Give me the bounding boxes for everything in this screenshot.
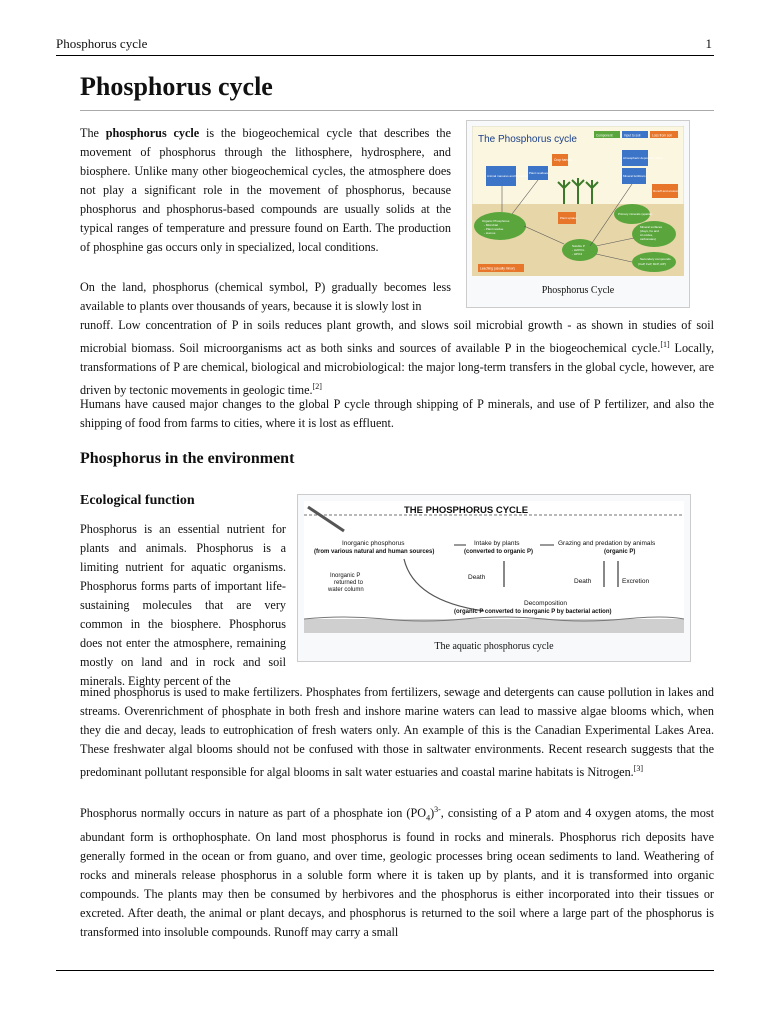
para-ecological-part2: [80, 683, 714, 782]
figure-caption-1: Phosphorus Cycle: [541, 285, 615, 296]
footer-rule: [56, 970, 714, 971]
label-excretion: Excretion: [622, 578, 650, 585]
aquatic-diagram-title: THE PHOSPHORUS CYCLE: [404, 505, 529, 516]
section-heading-environment: Phosphorus in the environment: [80, 450, 295, 467]
label-returned-2: water column: [328, 587, 364, 593]
legend-input: Input to soil: [624, 133, 641, 138]
para-phosphate-text-a: Phosphorus normally occurs in nature as part of a phosphate ion (PO: [80, 806, 427, 821]
label-animal-manures: Animal manures and biosolids: [487, 174, 528, 178]
label-atmospheric: Atmospheric deposition (dust): [623, 156, 663, 160]
phosphate-subscript: 4: [426, 813, 431, 823]
para-phosphate-text-b: , consisting of a P atom and 4 oxygen atoms, the most abundant form is orthophosphate. On land most phosphorus is found in rocks and minerals. Phosphorus rich deposits have generally formed in the ocean or from guano, and over time, geologic processes bring ocean sediments to land. Weathering of rocks and minerals release phosphorus in a soluble form where it is taken up by plants, and it is transformed into organic compounds. The plants may then be consumed by herbivores and the phosphorus is either incorporated into their tissues or excreted. After death, the animal or plant decays, and phosphorus is returned to the soil where a large part of the phosphorus is transformed into insoluble compounds. Runoff may carry a small: [80, 806, 714, 939]
label-secondary-1: (CaP, FeP, MnP, AlP): [638, 262, 666, 266]
label-intake-sub: (converted to organic P): [464, 549, 534, 555]
label-grazing: Grazing and predation by animals: [558, 540, 656, 547]
page-number: 1: [705, 36, 712, 51]
label-inorganic: Inorganic phosphorus: [342, 540, 405, 547]
label-mineral-surfaces-1: (clays, Fe and: [640, 229, 659, 233]
label-mineral-surfaces-3: carbonates): [640, 237, 656, 241]
para-land-part1: On the land, phosphorus (chemical symbol, P) gradually becomes less available to plants over thousands of years, because it is slowly lost in: [80, 280, 451, 313]
label-mineral-surfaces-2: Al oxides,: [640, 233, 654, 237]
label-death-1: Death: [468, 574, 486, 581]
para-humans: Humans have caused major changes to the global P cycle through shipping of P minerals, and use of P fertilizer, and also the shipping of food from farms to cities, where it is lost as effluent.: [80, 397, 714, 430]
article-title: Phosphorus cycle: [80, 72, 273, 101]
header-rule: [56, 55, 714, 56]
label-death-2: Death: [574, 578, 592, 585]
label-inorganic-sub: (from various natural and human sources): [314, 549, 435, 555]
label-organic-p-2: - Plant residue: [484, 227, 504, 231]
legend-component: Component: [596, 133, 613, 138]
label-organic-p-0: Organic Phosphorus: [482, 219, 510, 223]
label-plant-residues: Plant residues: [529, 171, 549, 175]
subsection-heading-ecological: Ecological function: [80, 493, 195, 508]
ref-2[interactable]: [2]: [312, 382, 322, 392]
label-intake: Intake by plants: [474, 540, 520, 547]
figure-phosphorus-cycle[interactable]: [466, 120, 690, 308]
label-mineral-fert: Mineral fertilizers: [623, 174, 646, 178]
label-decomposition-sub: (organic P converted to inorganic P by bacterial action): [454, 609, 612, 615]
label-crop-harvest: Crop harvest: [554, 158, 573, 162]
phosphate-superscript: 3-: [434, 805, 441, 814]
label-decomposition: Decomposition: [524, 600, 567, 607]
legend-loss: Loss from soil: [652, 133, 672, 138]
diagram-title: The Phosphorus cycle: [478, 134, 577, 145]
label-leaching: Leaching (usually minor): [480, 266, 515, 271]
label-soluble-p-1: - H2PO4-: [572, 248, 585, 252]
ref-1[interactable]: [1]: [660, 340, 670, 349]
para-ecological-part1: Phosphorus is an essential nutrient for plants and animals. Phosphorus is a limiting nutrient for aquatic organisms. Phosphorus forms parts of important life-sustaining molecules that are very common in the biosphere. Phosphorus does not enter the atmosphere, remaining mostly on land and in rock and soil minerals. Eighty percent of the: [80, 522, 286, 688]
label-mineral-surfaces-0: Mineral surfaces: [640, 225, 663, 229]
phosphorus-cycle-diagram: [472, 126, 684, 276]
label-organic-p-3: - Humus: [484, 231, 496, 235]
label-secondary-0: Secondary compounds: [640, 257, 671, 261]
label-soluble-p-2: - HPO4: [572, 252, 583, 256]
intro-lead-bold: phosphorus cycle: [105, 126, 200, 140]
ref-3[interactable]: [3]: [633, 764, 644, 773]
para-land-text-a: runoff. Low concentration of P in soils reduces plant growth, and slows soil microbial growth - as shown in studies of soil microbial biomass. Soil microorganisms act as both sinks and sources of available P in the biogeochemical cycle.: [80, 318, 714, 356]
figure-caption-2: The aquatic phosphorus cycle: [434, 641, 554, 652]
para-land-part2: [80, 316, 714, 400]
intro-paragraph: [80, 124, 451, 257]
label-grazing-sub: (organic P): [604, 549, 636, 555]
running-header-title: Phosphorus cycle: [56, 36, 148, 51]
intro-lead-rest: is the biogeochemical cycle that describes the movement of phosphorus through the lithosphere, hydrosphere, and biosphere. Unlike many other biogeochemical cycles, the atmosphere does not play a significant role in the movement of phosphorus, because phosphorus and phosphorus-based compounds are usually solids at the typical ranges of temperature and pressure found on Earth. The production of phosphine gas occurs only in specialized, local conditions.: [80, 126, 452, 254]
title-rule: [80, 110, 714, 111]
label-runoff: Runoff and erosion: [653, 189, 679, 193]
label-returned-1: returned to: [334, 580, 364, 586]
aquatic-cycle-diagram: [304, 501, 684, 633]
label-plant-uptake: Plant uptake: [560, 216, 577, 220]
para-land-text-b: Locally, transformations of P are chemical, biological and microbiological: the major long-term transfers in the global cycle, however, are driven by tectonic movements in geologic time.: [80, 341, 714, 398]
label-soluble-p-0: Soluble P: [572, 244, 585, 248]
figure-aquatic-cycle[interactable]: [297, 494, 691, 662]
para-ecological-text: mined phosphorus is used to make fertilizers. Phosphates from fertilizers, sewage and detergents can cause pollution in lakes and streams. Overenrichment of phosphate in both fresh and inshore marine waters can lead to massive algae blooms which, when they die and decay, leads to eutrophication of fresh waters only. An example of this is the Canadian Experimental Lakes Area. These freshwater algal blooms should not be confused with those in saltwater environments. Recent research suggests that the predominant pollutant responsible for algal blooms in salt water estuaries and coastal marine habitats is Nitrogen.: [80, 685, 714, 780]
para-phosphate-ion: Phosphorus normally occurs in nature as part of a phosphate ion $(PO_4)^{3-}$, consisting of a P atom and 4 oxygen atoms, the most abundant form is orthophosphate. On land most phosphorus is found in rocks and minerals. Phosphorus rich deposits have generally formed in the ocean or from guano, and over time, geologic processes bring ocean sediments to land. Weathering of rocks and minerals release phosphorus in a soluble form where it is taken up by plants, and it is transformed into organic compounds. The plants may then be consumed by herbivores and the phosphorus is either incorporated into their tissues or excreted. After death, the animal or plant decays, and phosphorus is returned to the soil where a large part of the phosphorus is transformed into insoluble compounds. Runoff may carry a small: [80, 805, 714, 939]
label-returned-0: Inorganic P: [330, 573, 361, 579]
crop-plants: [558, 178, 598, 204]
intro-lead-prefix: The: [80, 126, 106, 140]
label-organic-p-1: - Microbial: [484, 223, 498, 227]
label-primary-minerals: Primary minerals (apatite): [618, 212, 653, 216]
